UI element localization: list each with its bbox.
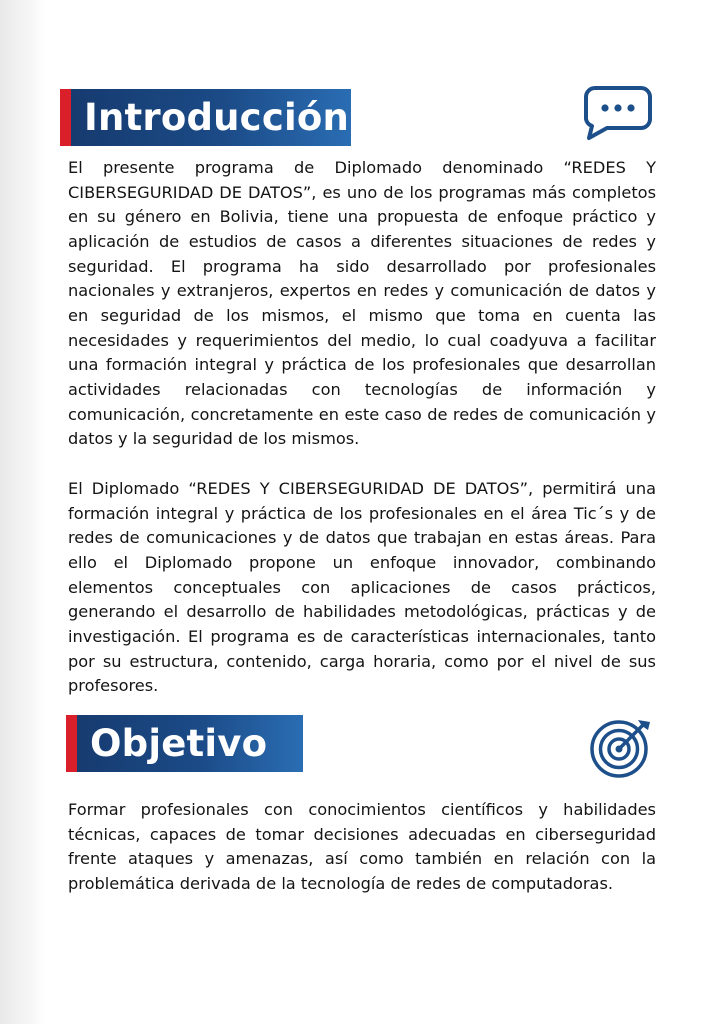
page-edge-shadow (0, 0, 46, 1024)
heading-accent-stripe (66, 715, 77, 772)
objective-title: Objetivo (90, 722, 268, 765)
introduction-title: Introducción (84, 96, 349, 139)
objective-paragraph: Formar profesionales con conocimientos científicos y habilidades técnicas, capaces de tomar decisiones adecuadas en ciberseguridad frente ataques y amenazas, así como también en relación con la problemática derivada de la tecnología de redes de computadoras. (68, 800, 656, 893)
heading-accent-stripe (60, 89, 71, 146)
objective-heading-banner (66, 715, 303, 772)
target-icon (588, 714, 654, 780)
introduction-paragraph-1: El presente programa de Diplomado denominado “REDES Y CIBERSEGURIDAD DE DATOS”, es uno de los programas más completos en su género en Bolivia, tiene una propuesta de enfoque práctico y aplicación de estudios de casos a diferentes situaciones de redes y seguridad. El programa ha sido desarrollado por profesionales nacionales y extranjeros, expertos en redes y comunicación de datos y en seguridad de los mismos, el mismo que toma en cuenta las necesidades y requerimientos del medio, lo cual coadyuva a facilitar una formación integral y práctica de los profesionales que desarrollan actividades relacionadas con tecnologías de información y comunicación, concretamente en este caso de redes de comunicación y datos y la seguridad de los mismos. (68, 158, 656, 449)
speech-bubble-icon (583, 85, 653, 141)
introduction-heading-banner (60, 89, 351, 146)
introduction-paragraph-2: El Diplomado “REDES Y CIBERSEGURIDAD DE DATOS”, permitirá una formación integral y práctica de los profesionales en el área Tic´s y de redes de comunicaciones y de datos que trabajan en estas áreas. Para ello el Diplomado propone un enfoque innovador, combinando elementos conceptuales con aplicaciones de casos prácticos, generando el desarrollo de habilidades metodológicas, prácticas y de investigación. El programa es de características internacionales, tanto por su estructura, contenido, carga horaria, como por el nivel de sus profesores. (68, 479, 656, 696)
